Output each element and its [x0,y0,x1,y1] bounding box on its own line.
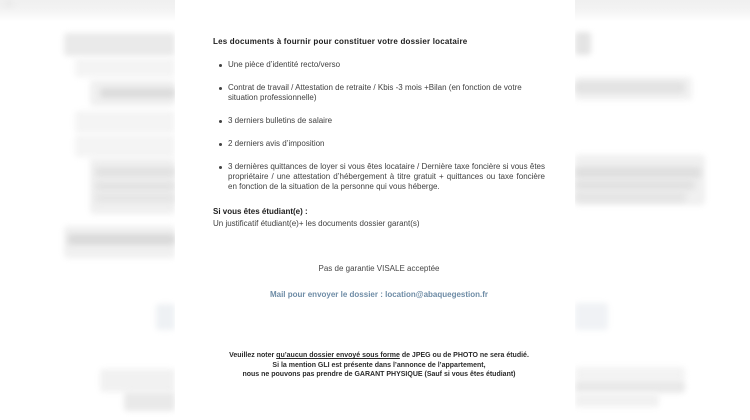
blur-blob [68,234,175,245]
footer-line1-suffix: de JPEG ou de PHOTO ne sera étudié. [399,352,529,359]
bullet-dot-icon [219,143,222,146]
bullet-text: Une pièce d’identité recto/verso [228,60,341,69]
document-title: Les documents à fournir pour constituer votre dossier locataire [213,37,468,46]
bullet-item [228,83,545,103]
visale-note: Pas de garantie VISALE acceptée [318,264,440,273]
blur-blob [575,380,685,393]
footer-line-2: Si la mention GLI est présente dans l’annonce de l’appartement, [272,361,486,369]
bullet-dot-icon [219,87,222,90]
student-text: Un justificatif étudiant(e)+ les documents dossier garant(s) [213,219,420,228]
footer-line-1 [213,351,545,361]
blur-blob [75,58,175,77]
bullet-item [228,162,545,192]
blur-blob [75,135,175,157]
bullet-text: 2 derniers avis d’imposition [228,139,325,148]
blur-blob [95,181,175,191]
student-heading: Si vous êtes étudiant(e) : [213,207,308,216]
footer-line-3: nous ne pouvons pas prendre de GARANT PHYSIQUE (Sauf si vous êtes étudiant) [242,371,516,378]
mail-instruction: Mail pour envoyer le dossier : location@abaquegestion.fr [269,290,489,299]
blur-blob [100,369,175,392]
blur-blob [575,180,695,190]
bullet-text: 3 dernières quittances de loyer si vous êtes locataire / Dernière taxe foncière si vous êtes propriétaire / une attestation d’hébergement à titre gratuit + quittances ou taxe foncière en fonction de la situation de la personne qui vous héberge. [228,162,545,191]
bullet-item [228,116,545,126]
blur-blob [124,392,175,411]
blur-blob [575,32,591,55]
bullet-dot-icon [219,166,222,169]
blur-blob [5,1,13,6]
bullet-dot-icon [219,64,222,67]
bullet-item [228,139,545,149]
blur-blob [95,193,175,203]
footer-note [213,351,545,380]
blur-blob [75,111,175,133]
bullet-text: 3 derniers bulletins de salaire [228,116,333,125]
blur-blob [575,367,685,380]
blur-blob [575,393,659,407]
footer-line1-underlined: qu’aucun dossier envoyé sous forme [276,352,400,359]
bullet-dot-icon [219,120,222,123]
bullet-text: Contrat de travail / Attestation de retraite / Kbis -3 mois +Bilan (en fonction de votre situation professionnelle) [228,83,522,102]
bullet-item [228,60,545,70]
blur-blob [575,303,608,330]
blurred-region-right [575,0,750,420]
blur-blob [156,304,175,330]
blur-blob [95,167,175,177]
blur-blob [64,33,175,56]
blur-blob [575,82,685,93]
blur-blob [575,192,686,202]
blurred-region-left [0,0,175,420]
document-panel [175,0,575,420]
blur-blob [100,88,175,98]
document-bullet-list [213,60,545,192]
footer-line1-prefix: Veuillez noter [229,352,277,359]
blur-blob [575,167,701,178]
